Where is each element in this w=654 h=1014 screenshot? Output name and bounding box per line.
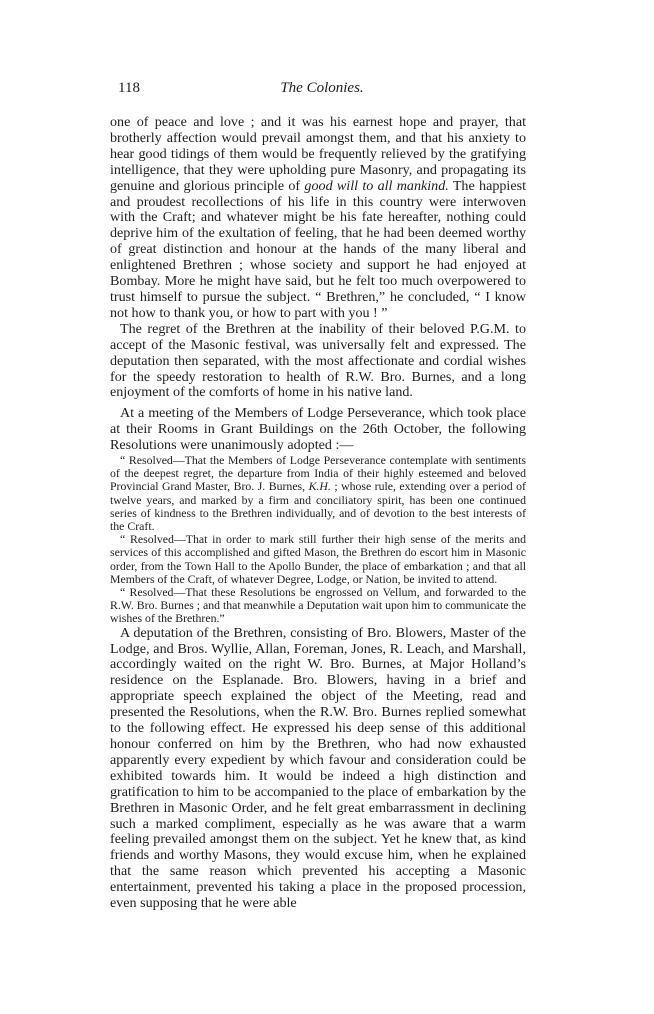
emphasis-text: good will to all mankind. xyxy=(304,177,449,194)
page-number: 118 xyxy=(118,80,140,96)
resolution-3: “ Resolved—That these Resolutions be engrossed on Vellum, and forwarded to the R.W. Bro. Burnes ; and that meanwhile a Deputation wait upon him to communicate the wishes of the Brethren.” xyxy=(110,585,526,626)
paragraph-speech-conclusion xyxy=(110,115,526,322)
resolution-text: ; whose rule, extending over a period of twelve years, and marked by a firm and conciliatory spirit, has been one continued series of kindness to the Brethren individually, and of devotion to the best interests of the Craft. xyxy=(110,479,526,534)
resolution-text: “ Resolved—That the Members of Lodge Perseverance contemplate with sentiments of the deepest regret, the departure from India of their highly esteemed and beloved Provincial Grand Master, Bro. J. Burnes, xyxy=(110,453,526,494)
paragraph-lodge-meeting: At a meeting of the Members of Lodge Perseverance, which took place at their Rooms in Grant Buildings on the 26th October, the following Resolutions were unanimously adopted :— xyxy=(110,405,526,454)
running-title: The Colonies. xyxy=(280,80,364,96)
resolution-1 xyxy=(110,454,526,533)
resolution-2: “ Resolved—That in order to mark still further their high sense of the merits and services of this accomplished and gifted Mason, the Brethren do escort him in Masonic order, from the Town Hall to the Apollo Bunder, the place of embarkation ; and that all Members of the Craft, of whatever Degree, Lodge, or Nation, be invited to attend. xyxy=(110,532,526,586)
page-header xyxy=(118,80,526,100)
emphasis-text: K.H. xyxy=(308,479,331,494)
paragraph-text: The happiest and proudest recollections of his life in this country were interwoven with the Craft; and whatever might be his fate hereafter, nothing could deprive him of the exultation of feeling, that he had been deemed worthy of great distinction and honour at the hands of the many liberal and enlightened Brethren ; whose society and support he had enjoyed at Bombay. More he might have said, but he felt too much overpowered to trust himself to pursue the subject. “ Brethren,” he concluded, “ I know not how to thank you, or how to part with you ! ” xyxy=(110,177,526,321)
paragraph-deputation: A deputation of the Brethren, consisting of Bro. Blowers, Master of the Lodge, and Bros. Wyllie, Allan, Foreman, Jones, R. Leach, and Marshall, accordingly waited on the right W. Bro. Burnes, at Major Holland’s residence on the Esplanade. Bro. Blowers, having in a brief and appropriate speech explained the object of the Meeting, read and presented the Resolutions, when the R.W. Bro. Burnes replied somewhat to the following effect. He expressed his deep sense of this additional honour conferred on him by the Brethren, who had now exhausted apparently every expedient by which favour and consideration could be exhibited towards him. It would be indeed a high distinction and gratification to him to be accompanied to the place of embarkation by the Brethren in Masonic Order, and he felt great embarrassment in declining such a marked compliment, especially as he was aware that a warm feeling prevailed amongst them on the subject. Yet he knew that, as kind friends and worthy Masons, they would excuse him, when he explained that the same reason which prevented his accepting a Masonic entertainment, prevented his taking a place in the proposed procession, even supposing that he were able xyxy=(110,624,526,912)
paragraph-text: one of peace and love ; and it was his earnest hope and prayer, that brotherly affection would prevail amongst them, and that his anxiety to hear good tidings of them would be frequently relieved by the gratifying intelligence, that they were upholding pure Masonry, and propagating its genuine and glorious principle of xyxy=(110,114,526,194)
page-body xyxy=(110,115,526,912)
paragraph-regret: The regret of the Brethren at the inability of their beloved P.G.M. to accept of the Masonic festival, was universally felt and expressed. The deputation then separated, with the most affectionate and cordial wishes for the speedy restoration to health of R.W. Bro. Burnes, and a long enjoyment of the comforts of home in his native land. xyxy=(110,320,526,401)
